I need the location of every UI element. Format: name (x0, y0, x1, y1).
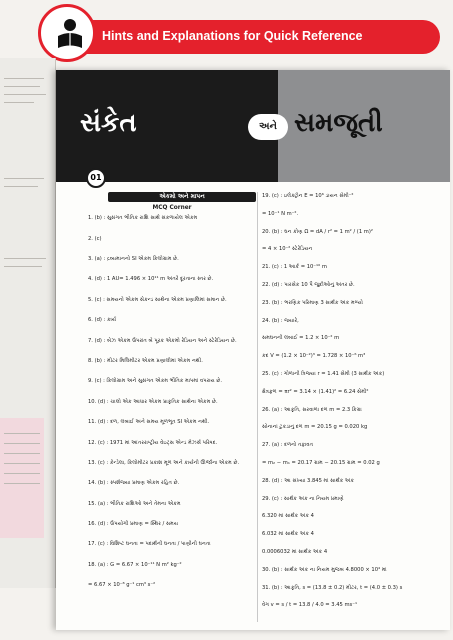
answer-line: 14. (b) : સ્પર્શજ્યા પ્રમાણ એકમ રહિત છે. (88, 480, 180, 487)
answer-line: વેગ v = s / t = 13.8 / 4.0 = 3.45 ms⁻¹ (262, 602, 358, 609)
answer-line: 18. (a) : G = 6.67 × 10⁻¹¹ N m² kg⁻² (88, 561, 182, 568)
right-answer-list (262, 192, 430, 610)
chapter-title: એકમો અને માપન (108, 192, 256, 202)
answer-line: 19. (c) : ઇલેક્ટ્રોન E = 10⁶ ડાયન સેમી⁻² (262, 193, 354, 199)
answer-line: 13. (c) : કેન્ડેલા, કિલોમીટર પ્રકાશ મૂળ અને કાર્યની ઊર્જાના એકમ છે. (88, 459, 240, 466)
answer-line: 25. (c) : ગોળાની ત્રિજ્યા r = 1.41 સેમી (3 સાર્થક અંક) (262, 370, 385, 377)
answer-line: 8. (b) : મીટર મિલિમીટર એકમ પ્રણાલીમાં એકમ નથી. (88, 357, 203, 364)
answer-line: 26. (a) : આકૃતિ, સરવાળા દળ m = 2.3 કિગ્રા (262, 406, 362, 413)
left-page-highlight (0, 418, 44, 538)
answer-line: કદ V = (1.2 × 10⁻²)³ = 1.728 × 10⁻⁶ m³ (262, 353, 366, 360)
page-title-connector: અને (248, 114, 288, 140)
answer-line: 15. (a) : ભૌતિક રાશિઓ અને તેમના એકમ (88, 500, 181, 507)
answer-line: 22. (d) : પારસેક 10 પૈ જુદીઓનું અંતર છે. (262, 281, 355, 288)
answer-line: = 4 × 10⁻² સ્ટેરેડિયન (262, 246, 313, 253)
section-title: MCQ Corner (152, 205, 192, 211)
answer-line: 12. (c) : 1971 માં આંતરરાષ્ટ્રીય વેઇટ્સ એન્ડ મેઝર્સ પરિષદ. (88, 439, 218, 446)
answer-line: 5. (c) : સમયનો એકમ સેકન્ડ સાથેના એકમ પ્રણાલિમાં સમાન છે. (88, 296, 227, 303)
answer-line: 31. (b) : આકૃતિ, s = (13.8 ± 0.2) મીટર, t = (4.0 ± 0.3) s (262, 584, 403, 591)
answer-line: 28. (d) : આ સંખ્યા 3.845 માં સાર્થક અંક (262, 477, 355, 484)
answer-line: 24. (b) : જ્યારે, (262, 317, 299, 324)
answer-line: સોનાનાં ટુકડાનું દળ m = 20.15 g = 0.020 kg (262, 424, 368, 431)
reader-icon (50, 16, 90, 56)
answer-line: = m₂ − m₁ = 20.17 ગ્રામ − 20.15 ગ્રામ = 0.02 g (262, 459, 380, 466)
answer-line: = 6.67 × 10⁻⁸ g⁻¹ cm³ s⁻² (88, 582, 156, 589)
answer-line: સમઘનની લંબાઈ = 1.2 × 10⁻² m (262, 335, 340, 342)
answer-line: 2. (c) (88, 235, 102, 242)
page-title-right: સમજૂતી (294, 108, 383, 138)
answer-line: 6. (d) : કાર્ય (88, 317, 117, 324)
page-title-left: સંકેત (80, 108, 137, 138)
answer-line: 16. (d) : ઉપયોગી પ્રમાણ = સ્થિર / સમય (88, 521, 179, 528)
answer-line: ક્ષેત્રફળ = πr² = 3.14 × (1.41)² = 6.24 સેમી² (262, 388, 369, 395)
answer-line: 6.032 માં સાર્થક અંક 4 (262, 531, 314, 538)
header-banner (40, 20, 440, 54)
answer-line: 20. (b) : ઘન કોણ Ω = dA / r² = 1 m² / (1 m)² (262, 228, 373, 235)
answer-line: 29. (c) : સાર્થક અંક ના નિયમ પ્રમાણે (262, 495, 344, 502)
reader-badge (38, 4, 96, 62)
chapter-number: 01 (86, 168, 106, 188)
answer-line: 11. (d) : દળ, લંબાઈ અને સમય મૂળભૂત SI એકમ નથી. (88, 419, 210, 426)
answer-line: 21. (c) : 1 આર્ક = 10⁻¹⁰ m (262, 264, 327, 271)
answer-line: 4. (d) : 1 AU= 1.496 × 10¹¹ m અંતરે દૂરતાના સ્તર છે. (88, 276, 214, 283)
answer-line: 27. (a) : દળનો તફાવત (262, 442, 314, 449)
answer-line: 30. (b) : સાર્થક અંક ના નિયમ મુજબ 4.8000 × 10⁴ માં (262, 566, 387, 573)
answer-line: = 10⁻¹ N m⁻². (262, 210, 299, 217)
answer-line: 1. (b) : સુસંગત ભૌતિક રાશિ સાથે સંકળાયેલ એકમ (88, 215, 198, 222)
left-answer-list (88, 214, 256, 589)
answer-line: 0.0006032 માં સાર્થક અંક 4 (262, 548, 328, 555)
answer-line: 7. (d) : બેઝ એકમ ઉપરાંત બે પૂરક એકમો રેડિયન અને સ્ટેરેડિયન છે. (88, 337, 237, 344)
column-divider (257, 192, 258, 622)
answer-line: 3. (a) : દ્રવ્યમાનનો SI એકમ કિલોગ્રામ છે. (88, 255, 179, 262)
answer-line: 6.320 માં સાર્થક અંક 4 (262, 513, 314, 520)
answer-line: 17. (c) : વિશિષ્ટ ઘનતા = પદાર્થની ઘનતા / પાણીની ઘનતા (88, 541, 211, 548)
answer-line: 23. (b) : ભરણિક પરિમાણ 3 સાર્થક અંક મળ્યો (262, 299, 363, 306)
answer-line: 9. (c) : કિલોગ્રામ અને સુસંગત એકમ ભૌતિક માપમાં વપરાય છે. (88, 378, 223, 385)
book-page (56, 70, 450, 630)
left-column (88, 192, 256, 602)
right-column (262, 192, 430, 619)
banner-title: Hints and Explanations for Quick Reference (102, 29, 363, 43)
answer-line: 10. (d) : ચાલો એક આધાર એકમ પ્રાકૃતિક સાથેના એકમ છે. (88, 398, 218, 405)
left-page-edge (0, 58, 56, 588)
